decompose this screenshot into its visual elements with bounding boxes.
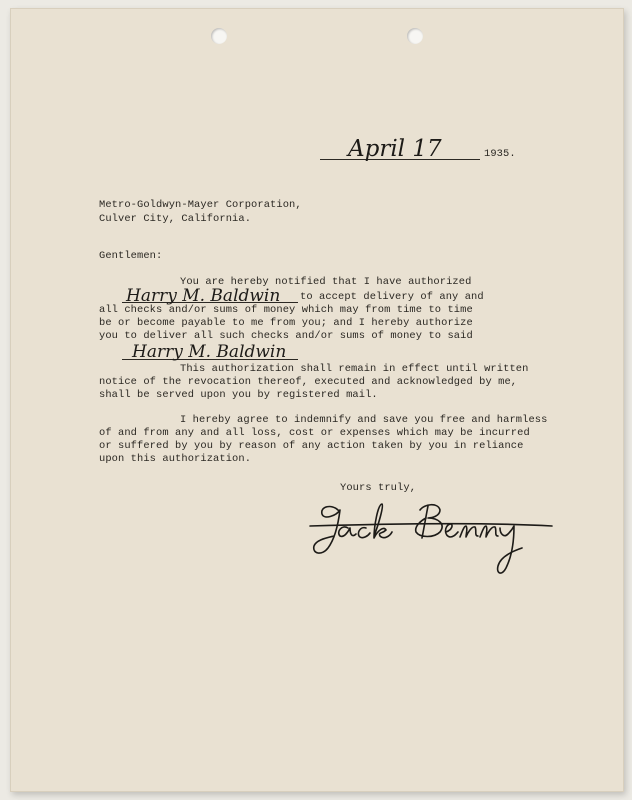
addressee-line-2: Culver City, California. [99, 213, 252, 225]
handwritten-name-1: Harry M. Baldwin [126, 286, 281, 306]
punch-hole-left [211, 28, 227, 44]
paragraph-2-line-3: shall be served upon you by registered mail. [99, 389, 378, 401]
salutation: Gentlemen: [99, 250, 163, 262]
jack-benny-signature [300, 496, 560, 582]
handwritten-name-2: Harry M. Baldwin [132, 342, 287, 362]
paragraph-1-line-5: you to deliver all such checks and/or sums of money to said [99, 330, 473, 342]
paragraph-1-line-1: You are hereby notified that I have authorized [180, 276, 472, 288]
punch-hole-right [407, 28, 423, 44]
paragraph-3-line-2: of and from any and all loss, cost or expenses which may be incurred [99, 427, 530, 439]
paragraph-1-line-2: to accept delivery of any and [300, 291, 484, 303]
paragraph-3-line-4: upon this authorization. [99, 453, 252, 465]
paragraph-3-line-1: I hereby agree to indemnify and save you free and harmless [180, 414, 548, 426]
paragraph-2-line-2: notice of the revocation thereof, executed and acknowledged by me, [99, 376, 518, 388]
addressee-line-1: Metro-Goldwyn-Mayer Corporation, [99, 199, 302, 211]
letter-page [10, 8, 624, 792]
closing: Yours truly, [340, 482, 417, 494]
paragraph-1-line-3: all checks and/or sums of money which may from time to time [99, 304, 473, 316]
date-year: 1935. [484, 148, 516, 160]
handwritten-date: April 17 [348, 136, 442, 162]
paragraph-3-line-3: or suffered by you by reason of any action taken by you in reliance [99, 440, 524, 452]
paragraph-2-line-1: This authorization shall remain in effect until written [180, 363, 529, 375]
paragraph-1-line-4: be or become payable to me from you; and I hereby authorize [99, 317, 473, 329]
